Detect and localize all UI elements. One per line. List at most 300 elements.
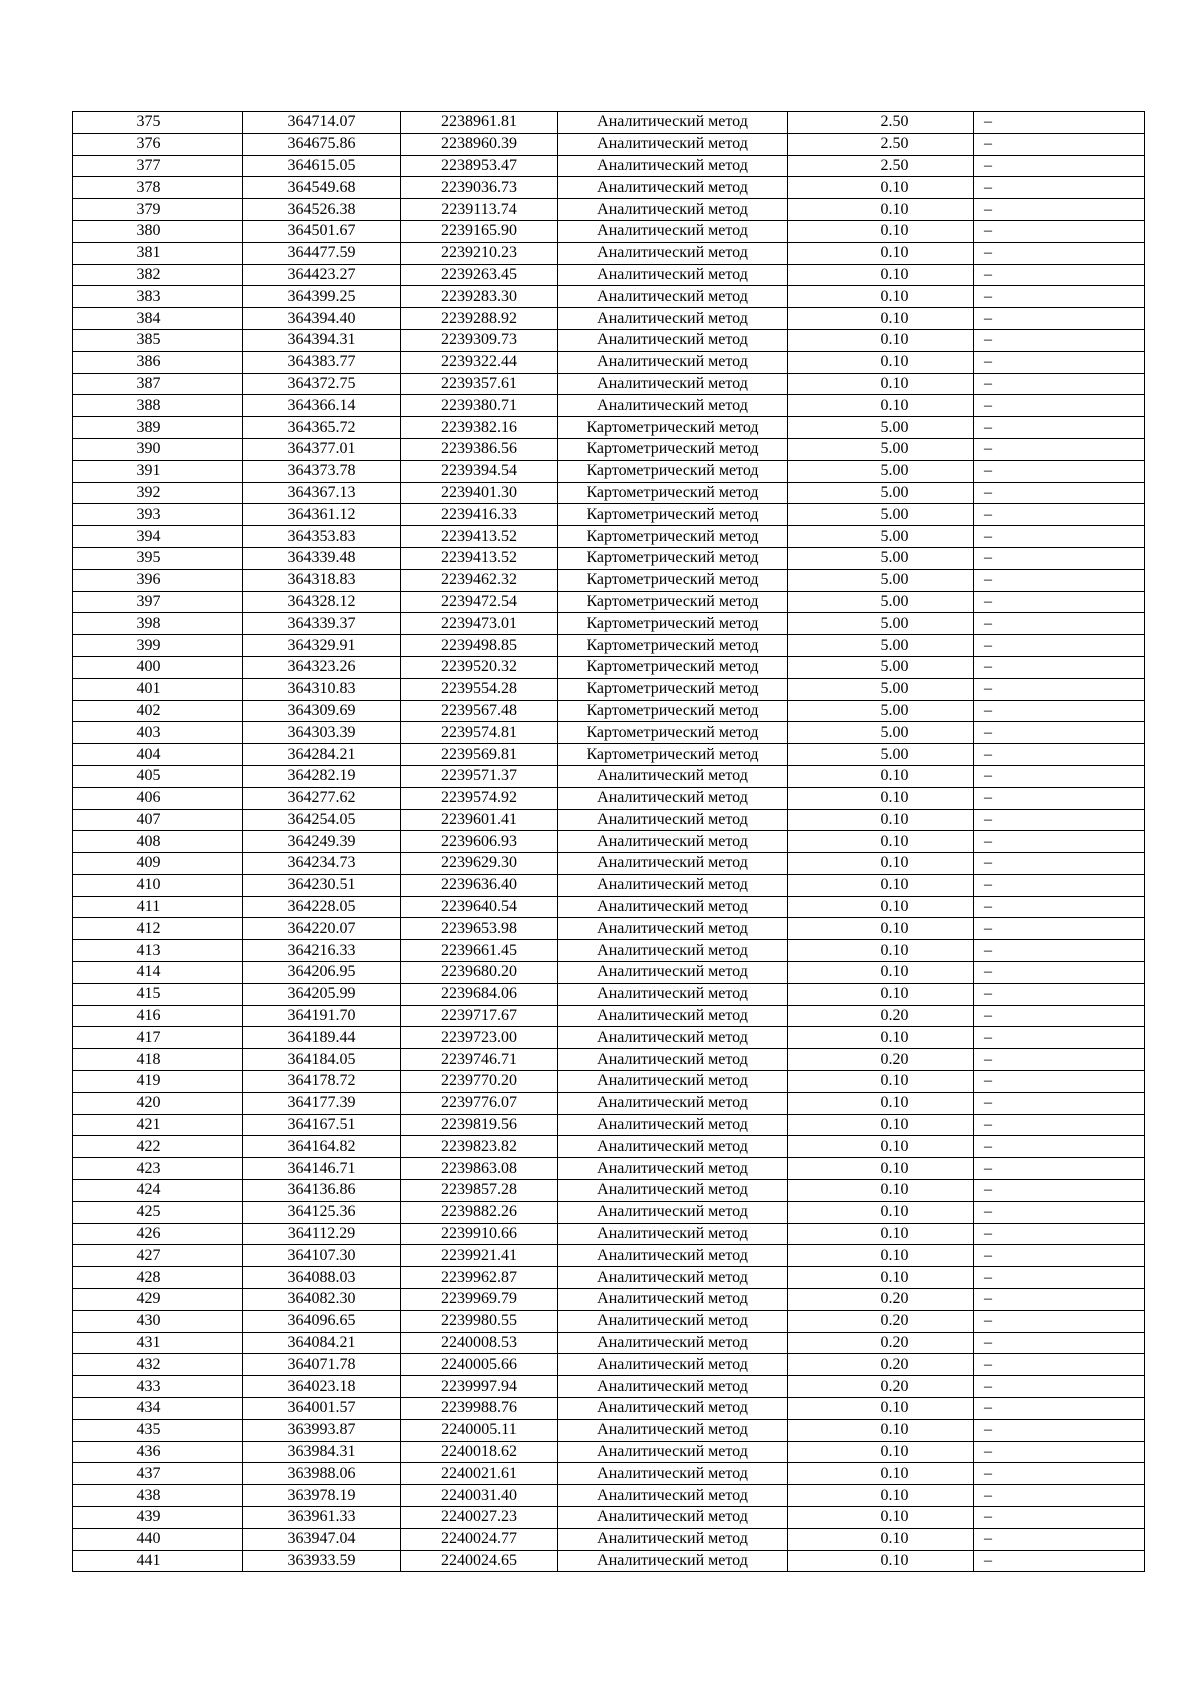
method-cell: Аналитический метод	[558, 395, 788, 417]
accuracy-cell: 0.10	[788, 1507, 974, 1529]
method-cell: Аналитический метод	[558, 329, 788, 351]
point-number-cell: 425	[73, 1201, 243, 1223]
table-row	[73, 177, 1145, 199]
method-cell: Аналитический метод	[558, 787, 788, 809]
accuracy-cell: 0.10	[788, 286, 974, 308]
method-cell: Аналитический метод	[558, 351, 788, 373]
description-cell: –	[974, 264, 1145, 286]
method-cell: Аналитический метод	[558, 1180, 788, 1202]
x-coordinate-cell: 364249.39	[243, 831, 401, 853]
accuracy-cell: 0.10	[788, 1267, 974, 1289]
point-number-cell: 409	[73, 853, 243, 875]
x-coordinate-cell: 364136.86	[243, 1180, 401, 1202]
method-cell: Аналитический метод	[558, 940, 788, 962]
x-coordinate-cell: 364088.03	[243, 1267, 401, 1289]
point-number-cell: 427	[73, 1245, 243, 1267]
x-coordinate-cell: 364394.40	[243, 308, 401, 330]
table-row	[73, 896, 1145, 918]
description-cell: –	[974, 896, 1145, 918]
y-coordinate-cell: 2239601.41	[401, 809, 558, 831]
table-row	[73, 1201, 1145, 1223]
accuracy-cell: 2.50	[788, 112, 974, 134]
method-cell: Аналитический метод	[558, 1310, 788, 1332]
accuracy-cell: 0.10	[788, 351, 974, 373]
point-number-cell: 414	[73, 962, 243, 984]
y-coordinate-cell: 2239997.94	[401, 1376, 558, 1398]
x-coordinate-cell: 364372.75	[243, 373, 401, 395]
y-coordinate-cell: 2239382.16	[401, 417, 558, 439]
point-number-cell: 385	[73, 329, 243, 351]
description-cell: –	[974, 438, 1145, 460]
table-row	[73, 678, 1145, 700]
description-cell: –	[974, 1071, 1145, 1093]
accuracy-cell: 0.10	[788, 809, 974, 831]
point-number-cell: 436	[73, 1441, 243, 1463]
description-cell: –	[974, 1092, 1145, 1114]
y-coordinate-cell: 2239380.71	[401, 395, 558, 417]
table-row	[73, 1245, 1145, 1267]
x-coordinate-cell: 363933.59	[243, 1550, 401, 1572]
description-cell: –	[974, 1441, 1145, 1463]
point-number-cell: 381	[73, 242, 243, 264]
accuracy-cell: 5.00	[788, 438, 974, 460]
point-number-cell: 391	[73, 460, 243, 482]
accuracy-cell: 0.10	[788, 177, 974, 199]
accuracy-cell: 0.10	[788, 940, 974, 962]
table-row	[73, 700, 1145, 722]
description-cell: –	[974, 482, 1145, 504]
x-coordinate-cell: 363993.87	[243, 1419, 401, 1441]
method-cell: Аналитический метод	[558, 1354, 788, 1376]
x-coordinate-cell: 364366.14	[243, 395, 401, 417]
method-cell: Аналитический метод	[558, 1267, 788, 1289]
table-row	[73, 1550, 1145, 1572]
y-coordinate-cell: 2239288.92	[401, 308, 558, 330]
accuracy-cell: 5.00	[788, 656, 974, 678]
x-coordinate-cell: 364309.69	[243, 700, 401, 722]
x-coordinate-cell: 364675.86	[243, 133, 401, 155]
table-row	[73, 831, 1145, 853]
y-coordinate-cell: 2239574.81	[401, 722, 558, 744]
x-coordinate-cell: 364399.25	[243, 286, 401, 308]
point-number-cell: 426	[73, 1223, 243, 1245]
x-coordinate-cell: 364001.57	[243, 1398, 401, 1420]
accuracy-cell: 0.10	[788, 1201, 974, 1223]
method-cell: Аналитический метод	[558, 896, 788, 918]
point-number-cell: 439	[73, 1507, 243, 1529]
table-row	[73, 133, 1145, 155]
description-cell: –	[974, 351, 1145, 373]
method-cell: Аналитический метод	[558, 1463, 788, 1485]
table-row	[73, 242, 1145, 264]
y-coordinate-cell: 2239394.54	[401, 460, 558, 482]
point-number-cell: 390	[73, 438, 243, 460]
method-cell: Аналитический метод	[558, 918, 788, 940]
description-cell: –	[974, 1289, 1145, 1311]
x-coordinate-cell: 363984.31	[243, 1441, 401, 1463]
y-coordinate-cell: 2240027.23	[401, 1507, 558, 1529]
y-coordinate-cell: 2239776.07	[401, 1092, 558, 1114]
point-number-cell: 403	[73, 722, 243, 744]
x-coordinate-cell: 364220.07	[243, 918, 401, 940]
method-cell: Аналитический метод	[558, 112, 788, 134]
accuracy-cell: 0.10	[788, 1223, 974, 1245]
point-number-cell: 434	[73, 1398, 243, 1420]
table-row	[73, 220, 1145, 242]
point-number-cell: 375	[73, 112, 243, 134]
x-coordinate-cell: 364310.83	[243, 678, 401, 700]
x-coordinate-cell: 364318.83	[243, 569, 401, 591]
description-cell: –	[974, 177, 1145, 199]
table-row	[73, 722, 1145, 744]
y-coordinate-cell: 2239636.40	[401, 874, 558, 896]
method-cell: Аналитический метод	[558, 853, 788, 875]
x-coordinate-cell: 364303.39	[243, 722, 401, 744]
point-number-cell: 401	[73, 678, 243, 700]
x-coordinate-cell: 364339.48	[243, 547, 401, 569]
y-coordinate-cell: 2239723.00	[401, 1027, 558, 1049]
point-number-cell: 410	[73, 874, 243, 896]
y-coordinate-cell: 2240031.40	[401, 1485, 558, 1507]
description-cell: –	[974, 1114, 1145, 1136]
method-cell: Аналитический метод	[558, 1071, 788, 1093]
method-cell: Картометрический метод	[558, 678, 788, 700]
x-coordinate-cell: 364107.30	[243, 1245, 401, 1267]
table-row	[73, 765, 1145, 787]
description-cell: –	[974, 504, 1145, 526]
y-coordinate-cell: 2239653.98	[401, 918, 558, 940]
description-cell: –	[974, 1136, 1145, 1158]
accuracy-cell: 5.00	[788, 569, 974, 591]
y-coordinate-cell: 2240024.65	[401, 1550, 558, 1572]
table-row	[73, 417, 1145, 439]
description-cell: –	[974, 1005, 1145, 1027]
y-coordinate-cell: 2239413.52	[401, 547, 558, 569]
accuracy-cell: 0.10	[788, 373, 974, 395]
y-coordinate-cell: 2239823.82	[401, 1136, 558, 1158]
accuracy-cell: 0.10	[788, 962, 974, 984]
description-cell: –	[974, 547, 1145, 569]
table-row	[73, 1136, 1145, 1158]
x-coordinate-cell: 364365.72	[243, 417, 401, 439]
x-coordinate-cell: 364228.05	[243, 896, 401, 918]
x-coordinate-cell: 364125.36	[243, 1201, 401, 1223]
description-cell: –	[974, 700, 1145, 722]
table-row	[73, 918, 1145, 940]
description-cell: –	[974, 765, 1145, 787]
method-cell: Аналитический метод	[558, 1092, 788, 1114]
y-coordinate-cell: 2239401.30	[401, 482, 558, 504]
y-coordinate-cell: 2239322.44	[401, 351, 558, 373]
x-coordinate-cell: 364184.05	[243, 1049, 401, 1071]
method-cell: Аналитический метод	[558, 177, 788, 199]
x-coordinate-cell: 364277.62	[243, 787, 401, 809]
table-row	[73, 1463, 1145, 1485]
y-coordinate-cell: 2239520.32	[401, 656, 558, 678]
x-coordinate-cell: 364177.39	[243, 1092, 401, 1114]
accuracy-cell: 0.10	[788, 242, 974, 264]
table-row	[73, 112, 1145, 134]
method-cell: Аналитический метод	[558, 1419, 788, 1441]
description-cell: –	[974, 329, 1145, 351]
y-coordinate-cell: 2239962.87	[401, 1267, 558, 1289]
point-number-cell: 383	[73, 286, 243, 308]
accuracy-cell: 0.10	[788, 1485, 974, 1507]
method-cell: Аналитический метод	[558, 199, 788, 221]
x-coordinate-cell: 364178.72	[243, 1071, 401, 1093]
method-cell: Аналитический метод	[558, 1027, 788, 1049]
x-coordinate-cell: 364167.51	[243, 1114, 401, 1136]
description-cell: –	[974, 199, 1145, 221]
description-cell: –	[974, 940, 1145, 962]
y-coordinate-cell: 2239554.28	[401, 678, 558, 700]
method-cell: Картометрический метод	[558, 482, 788, 504]
point-number-cell: 384	[73, 308, 243, 330]
point-number-cell: 398	[73, 613, 243, 635]
description-cell: –	[974, 1485, 1145, 1507]
x-coordinate-cell: 364284.21	[243, 744, 401, 766]
description-cell: –	[974, 1354, 1145, 1376]
description-cell: –	[974, 591, 1145, 613]
y-coordinate-cell: 2239165.90	[401, 220, 558, 242]
method-cell: Аналитический метод	[558, 1005, 788, 1027]
accuracy-cell: 0.10	[788, 787, 974, 809]
accuracy-cell: 0.10	[788, 1158, 974, 1180]
description-cell: –	[974, 460, 1145, 482]
method-cell: Картометрический метод	[558, 569, 788, 591]
table-row	[73, 874, 1145, 896]
accuracy-cell: 5.00	[788, 460, 974, 482]
table-row	[73, 1180, 1145, 1202]
x-coordinate-cell: 364216.33	[243, 940, 401, 962]
table-row	[73, 962, 1145, 984]
table-row	[73, 155, 1145, 177]
table-row	[73, 460, 1145, 482]
point-number-cell: 411	[73, 896, 243, 918]
point-number-cell: 386	[73, 351, 243, 373]
point-number-cell: 378	[73, 177, 243, 199]
point-number-cell: 430	[73, 1310, 243, 1332]
description-cell: –	[974, 722, 1145, 744]
accuracy-cell: 5.00	[788, 482, 974, 504]
accuracy-cell: 0.10	[788, 1245, 974, 1267]
point-number-cell: 377	[73, 155, 243, 177]
accuracy-cell: 0.10	[788, 1136, 974, 1158]
point-number-cell: 424	[73, 1180, 243, 1202]
method-cell: Картометрический метод	[558, 417, 788, 439]
y-coordinate-cell: 2239472.54	[401, 591, 558, 613]
point-number-cell: 435	[73, 1419, 243, 1441]
y-coordinate-cell: 2239629.30	[401, 853, 558, 875]
description-cell: –	[974, 242, 1145, 264]
accuracy-cell: 5.00	[788, 744, 974, 766]
point-number-cell: 413	[73, 940, 243, 962]
table-row	[73, 547, 1145, 569]
description-cell: –	[974, 1463, 1145, 1485]
y-coordinate-cell: 2240005.66	[401, 1354, 558, 1376]
point-number-cell: 389	[73, 417, 243, 439]
table-row	[73, 1354, 1145, 1376]
table-row	[73, 1289, 1145, 1311]
coordinates-table	[72, 111, 1145, 1572]
accuracy-cell: 0.20	[788, 1005, 974, 1027]
point-number-cell: 440	[73, 1528, 243, 1550]
x-coordinate-cell: 364329.91	[243, 635, 401, 657]
accuracy-cell: 2.50	[788, 133, 974, 155]
point-number-cell: 394	[73, 526, 243, 548]
accuracy-cell: 0.10	[788, 896, 974, 918]
point-number-cell: 397	[73, 591, 243, 613]
table-row	[73, 1071, 1145, 1093]
method-cell: Аналитический метод	[558, 286, 788, 308]
x-coordinate-cell: 363947.04	[243, 1528, 401, 1550]
point-number-cell: 431	[73, 1332, 243, 1354]
y-coordinate-cell: 2239640.54	[401, 896, 558, 918]
point-number-cell: 399	[73, 635, 243, 657]
description-cell: –	[974, 526, 1145, 548]
point-number-cell: 407	[73, 809, 243, 831]
description-cell: –	[974, 1201, 1145, 1223]
x-coordinate-cell: 364189.44	[243, 1027, 401, 1049]
x-coordinate-cell: 364615.05	[243, 155, 401, 177]
description-cell: –	[974, 417, 1145, 439]
y-coordinate-cell: 2239969.79	[401, 1289, 558, 1311]
x-coordinate-cell: 364096.65	[243, 1310, 401, 1332]
y-coordinate-cell: 2238953.47	[401, 155, 558, 177]
y-coordinate-cell: 2240005.11	[401, 1419, 558, 1441]
description-cell: –	[974, 983, 1145, 1005]
table-row	[73, 1528, 1145, 1550]
y-coordinate-cell: 2239263.45	[401, 264, 558, 286]
accuracy-cell: 0.20	[788, 1310, 974, 1332]
description-cell: –	[974, 155, 1145, 177]
point-number-cell: 412	[73, 918, 243, 940]
table-row	[73, 983, 1145, 1005]
y-coordinate-cell: 2239498.85	[401, 635, 558, 657]
table-row	[73, 395, 1145, 417]
method-cell: Картометрический метод	[558, 526, 788, 548]
y-coordinate-cell: 2239910.66	[401, 1223, 558, 1245]
table-row	[73, 1376, 1145, 1398]
method-cell: Картометрический метод	[558, 744, 788, 766]
description-cell: –	[974, 656, 1145, 678]
method-cell: Аналитический метод	[558, 1528, 788, 1550]
method-cell: Аналитический метод	[558, 1376, 788, 1398]
table-row	[73, 853, 1145, 875]
point-number-cell: 418	[73, 1049, 243, 1071]
y-coordinate-cell: 2239386.56	[401, 438, 558, 460]
description-cell: –	[974, 962, 1145, 984]
table-row	[73, 1419, 1145, 1441]
method-cell: Аналитический метод	[558, 809, 788, 831]
y-coordinate-cell: 2239036.73	[401, 177, 558, 199]
accuracy-cell: 0.10	[788, 983, 974, 1005]
method-cell: Картометрический метод	[558, 635, 788, 657]
table-row	[73, 1005, 1145, 1027]
y-coordinate-cell: 2240008.53	[401, 1332, 558, 1354]
x-coordinate-cell: 364234.73	[243, 853, 401, 875]
description-cell: –	[974, 1049, 1145, 1071]
accuracy-cell: 2.50	[788, 155, 974, 177]
x-coordinate-cell: 364282.19	[243, 765, 401, 787]
accuracy-cell: 5.00	[788, 635, 974, 657]
y-coordinate-cell: 2239770.20	[401, 1071, 558, 1093]
x-coordinate-cell: 364361.12	[243, 504, 401, 526]
point-number-cell: 405	[73, 765, 243, 787]
description-cell: –	[974, 853, 1145, 875]
accuracy-cell: 0.20	[788, 1376, 974, 1398]
description-cell: –	[974, 220, 1145, 242]
point-number-cell: 395	[73, 547, 243, 569]
accuracy-cell: 0.20	[788, 1354, 974, 1376]
accuracy-cell: 0.10	[788, 831, 974, 853]
accuracy-cell: 0.10	[788, 308, 974, 330]
method-cell: Картометрический метод	[558, 613, 788, 635]
method-cell: Аналитический метод	[558, 242, 788, 264]
point-number-cell: 393	[73, 504, 243, 526]
method-cell: Аналитический метод	[558, 1485, 788, 1507]
method-cell: Картометрический метод	[558, 547, 788, 569]
method-cell: Аналитический метод	[558, 962, 788, 984]
point-number-cell: 421	[73, 1114, 243, 1136]
table-row	[73, 1223, 1145, 1245]
method-cell: Аналитический метод	[558, 1398, 788, 1420]
method-cell: Картометрический метод	[558, 656, 788, 678]
accuracy-cell: 0.20	[788, 1289, 974, 1311]
description-cell: –	[974, 1528, 1145, 1550]
accuracy-cell: 5.00	[788, 678, 974, 700]
point-number-cell: 423	[73, 1158, 243, 1180]
point-number-cell: 432	[73, 1354, 243, 1376]
x-coordinate-cell: 364423.27	[243, 264, 401, 286]
y-coordinate-cell: 2238961.81	[401, 112, 558, 134]
description-cell: –	[974, 569, 1145, 591]
x-coordinate-cell: 364714.07	[243, 112, 401, 134]
x-coordinate-cell: 364146.71	[243, 1158, 401, 1180]
accuracy-cell: 0.10	[788, 1027, 974, 1049]
y-coordinate-cell: 2239283.30	[401, 286, 558, 308]
description-cell: –	[974, 133, 1145, 155]
point-number-cell: 380	[73, 220, 243, 242]
table-row	[73, 264, 1145, 286]
point-number-cell: 437	[73, 1463, 243, 1485]
table-row	[73, 809, 1145, 831]
point-number-cell: 420	[73, 1092, 243, 1114]
table-row	[73, 199, 1145, 221]
accuracy-cell: 0.10	[788, 264, 974, 286]
point-number-cell: 388	[73, 395, 243, 417]
x-coordinate-cell: 364526.38	[243, 199, 401, 221]
accuracy-cell: 5.00	[788, 722, 974, 744]
method-cell: Аналитический метод	[558, 308, 788, 330]
point-number-cell: 438	[73, 1485, 243, 1507]
table-row	[73, 1158, 1145, 1180]
y-coordinate-cell: 2239746.71	[401, 1049, 558, 1071]
accuracy-cell: 0.10	[788, 1071, 974, 1093]
x-coordinate-cell: 364230.51	[243, 874, 401, 896]
method-cell: Аналитический метод	[558, 1507, 788, 1529]
accuracy-cell: 5.00	[788, 526, 974, 548]
y-coordinate-cell: 2239980.55	[401, 1310, 558, 1332]
method-cell: Аналитический метод	[558, 1223, 788, 1245]
description-cell: –	[974, 678, 1145, 700]
y-coordinate-cell: 2239413.52	[401, 526, 558, 548]
method-cell: Аналитический метод	[558, 1136, 788, 1158]
y-coordinate-cell: 2239462.32	[401, 569, 558, 591]
description-cell: –	[974, 1223, 1145, 1245]
description-cell: –	[974, 1267, 1145, 1289]
y-coordinate-cell: 2239473.01	[401, 613, 558, 635]
